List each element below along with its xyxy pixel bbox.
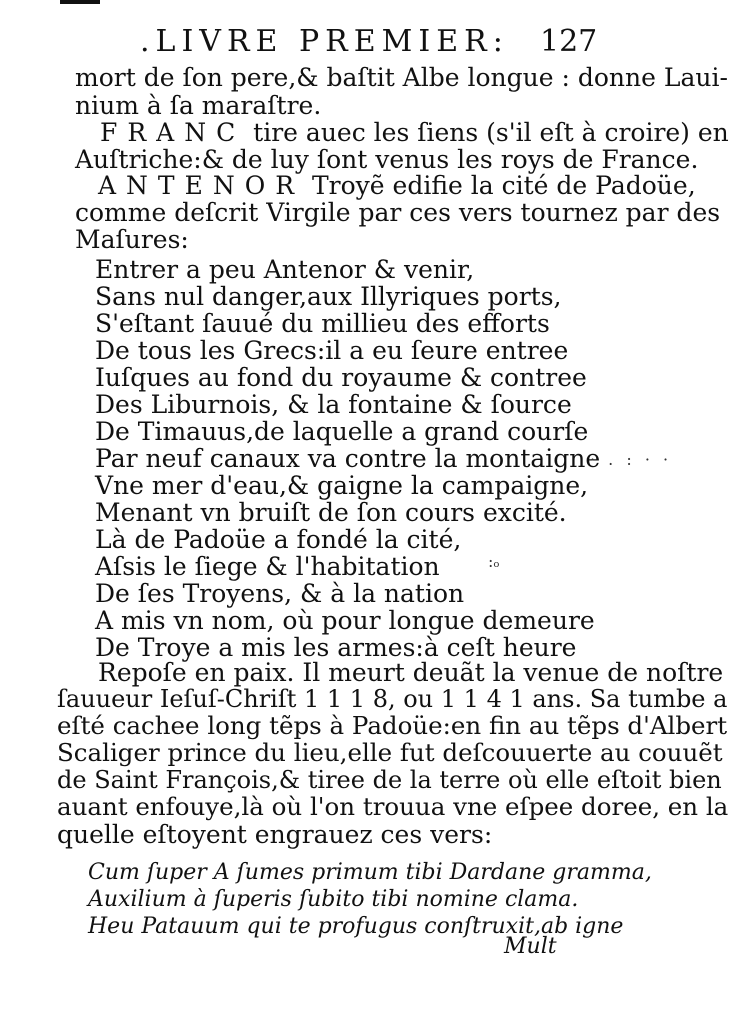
verse-line: De ſes Troyens, & à la nation [95, 579, 465, 608]
prose-line: ſauueur Ieſuſ-Chriſt 1 1 1 8, ou 1 1 4 1 ans. Sa tumbe a [57, 685, 728, 713]
paragraph-antenor [98, 173, 696, 198]
verse-line: Des Liburnois, & la fontaine & ſource [95, 390, 572, 419]
lead-word: ANTENOR [98, 171, 305, 200]
body-line: comme deſcrit Virgile par ces vers tournez par des [75, 198, 721, 227]
verse-line: De Troye a mis les armes:à ceſt heure [95, 633, 577, 662]
verse-line: De Timauus,de laquelle a grand courſe [95, 417, 589, 446]
verse-line: Iuſques au fond du royaume & contree [95, 363, 587, 392]
verse-line: De tous les Grecs:il a eu ſeure entree [95, 336, 569, 365]
body-line: Maſures: [75, 225, 189, 254]
prose-line: auant enfouye,là où l'on trouua vne eſpee doree, en la [57, 792, 729, 821]
verse-line: Par neuf canaux va contre la montaigne [95, 444, 601, 473]
latin-verse-line: Auxilium à ſuperis ſubito tibi nomine clama. [88, 887, 579, 912]
verse-line: S'eſtant ſauué du millieu des efforts [95, 309, 550, 338]
top-edge-mark [60, 0, 100, 4]
lead-word: FRANC [100, 118, 246, 147]
prose-line: de Saint François,& tiree de la terre où elle eſtoit bien [57, 766, 722, 794]
body-text: Troyẽ edifie la cité de Padoüe, [304, 171, 696, 200]
prose-line: quelle eſtoyent engrauez ces vers: [57, 820, 493, 849]
body-text: tire auec les ſiens (s'il eſt à croire) en [245, 118, 729, 147]
latin-verse-line: Heu Patauum qui te profugus conſtruxit,ab igne [88, 914, 624, 939]
prose-line: eſté cachee long tẽps à Padoüe:en fin au tẽps d'Albert [57, 711, 728, 740]
page-number: 127 [540, 24, 598, 59]
verse-line: Là de Padoüe a fondé la cité, [95, 525, 462, 554]
verse-line: Entrer a peu Antenor & venir, [95, 255, 475, 284]
ink-speck: :ₒ [488, 552, 500, 571]
latin-verse-line: Cum ſuper A ſumes primum tibi Dardane gramma, [88, 860, 652, 885]
body-line: mort de ſon pere,& baſtit Albe longue : donne Laui- [75, 63, 728, 92]
verse-line: Sans nul danger,aux Illyriques ports, [95, 282, 562, 311]
catchword: Mult [504, 934, 557, 959]
ink-specks: · . : · · [590, 450, 673, 469]
verse-line: Aſsis le ſiege & l'habitation [95, 552, 440, 581]
verse-line: Vne mer d'eau,& gaigne la campaigne, [95, 471, 589, 500]
prose-line: Scaliger prince du lieu,elle fut deſcouuerte au couuẽt [57, 738, 723, 767]
body-line: Auſtriche:& de luy ſont venus les roys de France. [75, 145, 699, 174]
prose-line: Repoſe en paix. Il meurt deuãt la venue de noſtre [98, 658, 724, 687]
verse-line: Menant vn bruiſt de ſon cours excité. [95, 498, 567, 527]
paragraph-franc [100, 120, 729, 145]
body-line: nium à ſa maraſtre. [75, 91, 322, 120]
verse-line: A mis vn nom, où pour longue demeure [95, 606, 595, 635]
running-title: .LIVRE PREMIER: [140, 24, 509, 59]
